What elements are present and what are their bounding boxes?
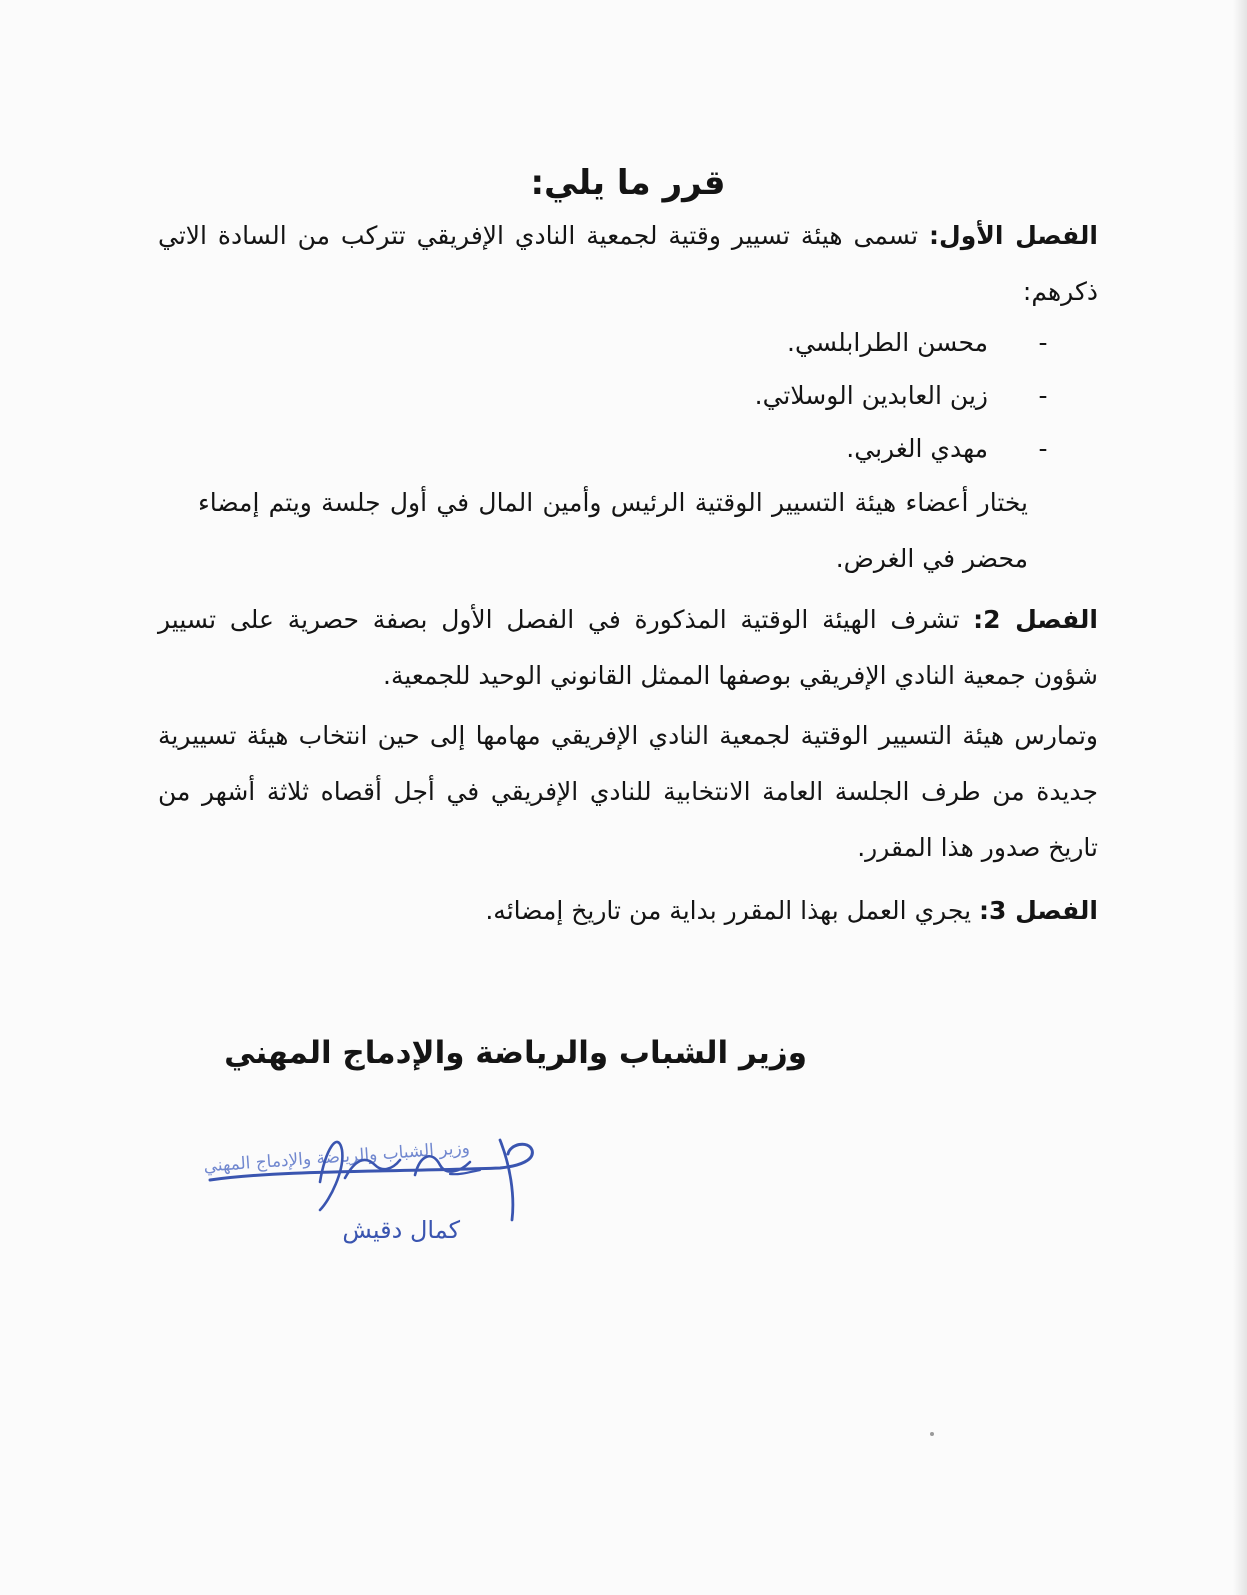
member-name: مهدي الغربي. bbox=[846, 434, 988, 463]
article-2-continued: وتمارس هيئة التسيير الوقتية لجمعية النادي الإفريقي مهامها إلى حين انتخاب هيئة تسييرية جديدة من طرف الجلسة العامة الانتخابية للنادي الإفريقي في أجل أقصاه ثلاثة أشهر من تاريخ صدور هذا المقرر. bbox=[158, 721, 1098, 862]
signature-stamp-text: وزير الشباب والرياضة والإدماج المهني bbox=[202, 1138, 471, 1177]
article-1-label: الفصل الأول: bbox=[929, 221, 1098, 250]
list-dash: - bbox=[1038, 381, 1048, 410]
article-2 bbox=[158, 592, 1098, 704]
article-1-text: تسمى هيئة تسيير وقتية لجمعية النادي الإفريقي تتركب من السادة الاتي ذكرهم: bbox=[158, 221, 1098, 306]
list-dash: - bbox=[1038, 434, 1048, 463]
article-2-text: تشرف الهيئة الوقتية المذكورة في الفصل الأول بصفة حصرية على تسيير شؤون جمعية النادي الإفريقي بوصفها الممثل القانوني الوحيد للجمعية. bbox=[158, 605, 1098, 690]
article-2-label: الفصل 2: bbox=[973, 605, 1098, 634]
paper-speck bbox=[930, 1432, 934, 1436]
article-1 bbox=[158, 208, 1098, 320]
list-item bbox=[198, 422, 1058, 475]
members-list bbox=[198, 316, 1058, 475]
list-dash: - bbox=[1038, 328, 1048, 357]
article-3-label: الفصل 3: bbox=[978, 896, 1098, 925]
signature-signer-name: كمال دقيش bbox=[342, 1216, 460, 1244]
list-item bbox=[198, 369, 1058, 422]
member-name: محسن الطرابلسي. bbox=[787, 328, 988, 357]
decision-heading: قرر ما يلي: bbox=[530, 163, 726, 203]
list-item bbox=[198, 316, 1058, 369]
members-note: يختار أعضاء هيئة التسيير الوقتية الرئيس وأمين المال في أول جلسة ويتم إمضاء محضر في الغرض. bbox=[198, 488, 1028, 573]
article-3-text: يجري العمل بهذا المقرر بداية من تاريخ إمضائه. bbox=[485, 896, 979, 925]
minister-title: وزير الشباب والرياضة والإدماج المهني bbox=[224, 1035, 807, 1071]
article-3 bbox=[158, 883, 1098, 939]
handwritten-signature bbox=[170, 1110, 570, 1270]
page-edge-shadow bbox=[1233, 0, 1247, 1595]
member-name: زين العابدين الوسلاتي. bbox=[754, 381, 988, 410]
